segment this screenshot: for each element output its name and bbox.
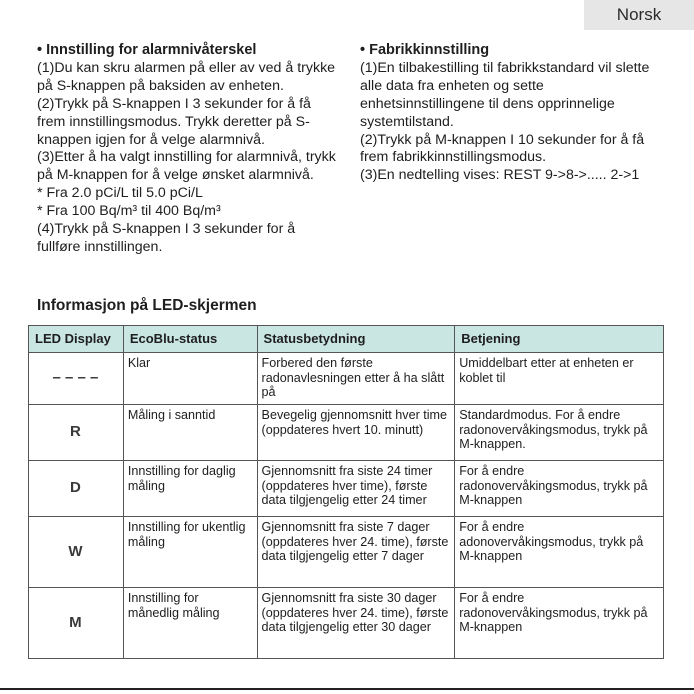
alarm-threshold-heading: • Innstilling for alarmnivåterskel xyxy=(37,42,257,58)
table-row xyxy=(29,517,664,588)
factory-step-3: (3)En nedtelling vises: REST 9->8->..... 2->1 xyxy=(360,167,640,184)
alarm-range-bq: * Fra 100 Bq/m³ til 400 Bq/m³ xyxy=(37,203,221,220)
operation-cell: For å endre radonovervåkingsmodus, trykk på M-knappen xyxy=(455,588,664,659)
factory-step-1: (1)En tilbakestilling til fabrikkstandard vil slette alle data fra enheten og sette enhetsinnstillingene til dens opprinnelige systemtilstand. xyxy=(360,59,650,130)
header-led-display: LED Display xyxy=(29,326,124,353)
factory-reset-heading: • Fabrikkinnstilling xyxy=(360,42,490,58)
status-cell: Klar xyxy=(123,353,257,405)
alarm-step-2: (2)Trykk på S-knappen I 3 sekunder for å få frem innstillingsmodus. Trykk deretter på S-knappen igjen for å velge alarmnivå. xyxy=(37,95,311,148)
header-status-meaning: Statusbetydning xyxy=(257,326,455,353)
operation-cell: Umiddelbart etter at enheten er koblet til xyxy=(455,353,664,405)
led-display-cell: M xyxy=(29,588,124,659)
led-display-cell: D xyxy=(29,461,124,517)
led-display-cell: – – – – xyxy=(29,353,124,405)
table-row xyxy=(29,461,664,517)
table-row xyxy=(29,353,664,405)
table-row xyxy=(29,588,664,659)
meaning-cell: Gjennomsnitt fra siste 7 dager (oppdateres hver 24. time), første data tilgjengelig etter 7 dager xyxy=(257,517,455,588)
header-ecoblu-status: EcoBlu-status xyxy=(123,326,257,353)
operation-cell: For å endre adonovervåkingsmodus, trykk på M-knappen xyxy=(455,517,664,588)
operation-cell: Standardmodus. For å endre radonovervåkingsmodus, trykk på M-knappen. xyxy=(455,405,664,461)
table-row xyxy=(29,405,664,461)
alarm-range-pci: * Fra 2.0 pCi/L til 5.0 pCi/L xyxy=(37,185,203,202)
status-cell: Innstilling for månedlig måling xyxy=(123,588,257,659)
alarm-step-1: (1)Du kan skru alarmen på eller av ved å trykke på S-knappen på baksiden av enheten. xyxy=(37,59,336,94)
meaning-cell: Forbered den første radonavlesningen etter å ha slått på xyxy=(257,353,455,405)
operation-cell: For å endre radonovervåkingsmodus, trykk på M-knappen xyxy=(455,461,664,517)
alarm-step-4: (4)Trykk på S-knappen I 3 sekunder for å fullføre innstillingen. xyxy=(37,221,296,255)
led-display-cell: R xyxy=(29,405,124,461)
meaning-cell: Gjennomsnitt fra siste 30 dager (oppdateres hver 24. time), første data tilgjengelig etter 30 dager xyxy=(257,588,455,659)
led-section-title: Informasjon på LED-skjermen xyxy=(37,297,257,314)
alarm-step-3: (3)Etter å ha valgt innstilling for alarmnivå, trykk på M-knappen for å velge ønsket alarmnivå. xyxy=(37,149,336,184)
header-operation: Betjening xyxy=(455,326,664,353)
alarm-threshold-section xyxy=(37,42,337,257)
status-cell: Måling i sanntid xyxy=(123,405,257,461)
meaning-cell: Gjennomsnitt fra siste 24 timer (oppdateres hver time), første data tilgjengelig etter 24 timer xyxy=(257,461,455,517)
bottom-divider xyxy=(0,688,694,690)
factory-reset-section xyxy=(360,42,660,185)
table-header-row xyxy=(29,326,664,353)
led-display-cell: W xyxy=(29,517,124,588)
language-tab: Norsk xyxy=(584,0,694,30)
meaning-cell: Bevegelig gjennomsnitt hver time (oppdateres hvert 10. minutt) xyxy=(257,405,455,461)
status-cell: Innstilling for daglig måling xyxy=(123,461,257,517)
led-info-table xyxy=(28,325,664,659)
factory-step-2: (2)Trykk på M-knappen I 10 sekunder for å få frem fabrikkinnstillingsmodus. xyxy=(360,131,645,166)
status-cell: Innstilling for ukentlig måling xyxy=(123,517,257,588)
